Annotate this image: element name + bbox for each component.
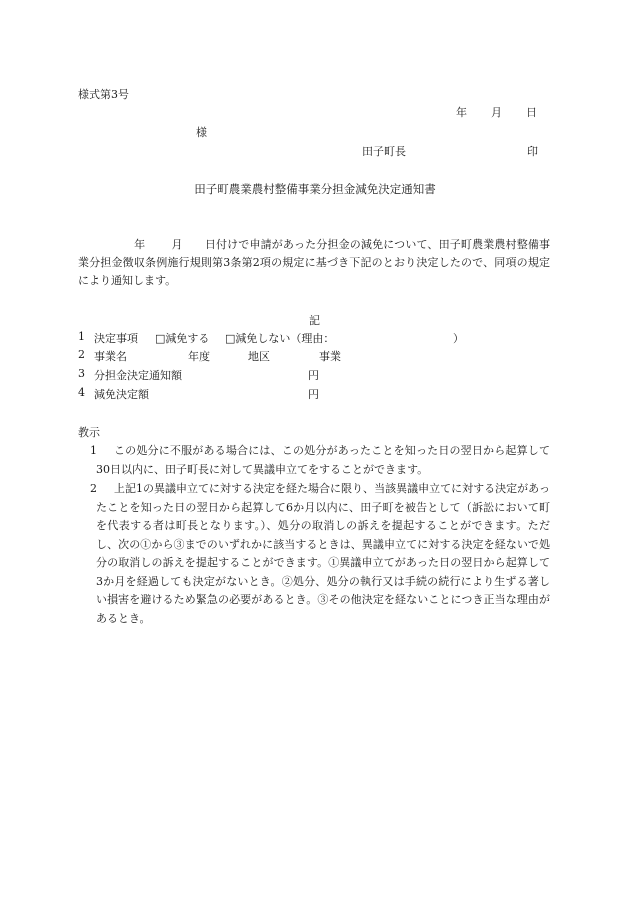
body-year: 年 <box>134 238 146 251</box>
notice-item <box>78 442 550 479</box>
body-text: 日付けで申請があった分担金の減免について、田子町農業農村整備事業分担金徴収条例施行規則第3条第2項の規定に基づき下記のとおり決定したので、同項の規定により通知します。 <box>78 238 551 287</box>
addressee: 様 <box>196 126 207 139</box>
notice-number: 2 <box>90 482 97 495</box>
notice-number: 1 <box>90 444 97 457</box>
nendo-label: 年度 <box>188 350 210 363</box>
notice-text: 上記1の異議申立てに対する決定を経た場合に限り、当該異議申立てに対する決定があったことを知った日の翌日から起算して6か月以内に、田子町を被告として（訴訟において町を代表する者は町長となります。）、処分の取消しの訴えを提起することができます。ただし、次の①から③までのいずれかに該当するときは、異議申立てに対する決定を経ないで処分の取消しの訴えを提起することができます。①異議申立てがあった日の翌日から起算して3か月を経過しても決定がないとき。②処分、処分の執行又は手続の続行により生ずる著しい損害を避けるため緊急の必要があるとき。③その他決定を経ないことにつき正当な理由があるとき。 <box>96 482 550 625</box>
item-number: 4 <box>78 386 85 399</box>
option-reject: □減免しない（理由： <box>225 332 335 345</box>
notice-text: この処分に不服がある場合には、この処分があったことを知った日の翌日から起算して30日以内に、田子町長に対して異議申立てをすることができます。 <box>96 444 550 476</box>
date-year: 年 <box>456 106 467 119</box>
item-number: 2 <box>78 348 85 361</box>
option-approve: □減免する <box>155 332 210 345</box>
date-month: 月 <box>491 106 502 119</box>
item-label: 分担金決定通知額 <box>94 369 182 382</box>
body-month: 月 <box>171 238 183 251</box>
chiku-label: 地区 <box>248 350 270 363</box>
yen-unit: 円 <box>308 369 319 382</box>
body-paragraph <box>78 236 550 290</box>
item-label: 決定事項 <box>94 332 138 345</box>
document-title: 田子町農業農村整備事業分担金減免決定通知書 <box>194 182 436 196</box>
closing-paren: ） <box>453 332 464 345</box>
ki-label: 記 <box>309 314 320 327</box>
sender: 田子町長 <box>362 145 406 158</box>
seal-mark: 印 <box>527 145 538 158</box>
item-label: 事業名 <box>94 350 127 363</box>
item-number: 1 <box>78 330 85 343</box>
notice-item <box>78 480 550 628</box>
item-label: 減免決定額 <box>94 388 149 401</box>
yen-unit: 円 <box>308 388 319 401</box>
jigyo-label: 事業 <box>319 350 341 363</box>
date-day: 日 <box>526 106 537 119</box>
form-number: 様式第3号 <box>78 88 129 101</box>
item-number: 3 <box>78 367 85 380</box>
date-line <box>456 104 537 120</box>
notice-label: 教示 <box>78 426 100 439</box>
